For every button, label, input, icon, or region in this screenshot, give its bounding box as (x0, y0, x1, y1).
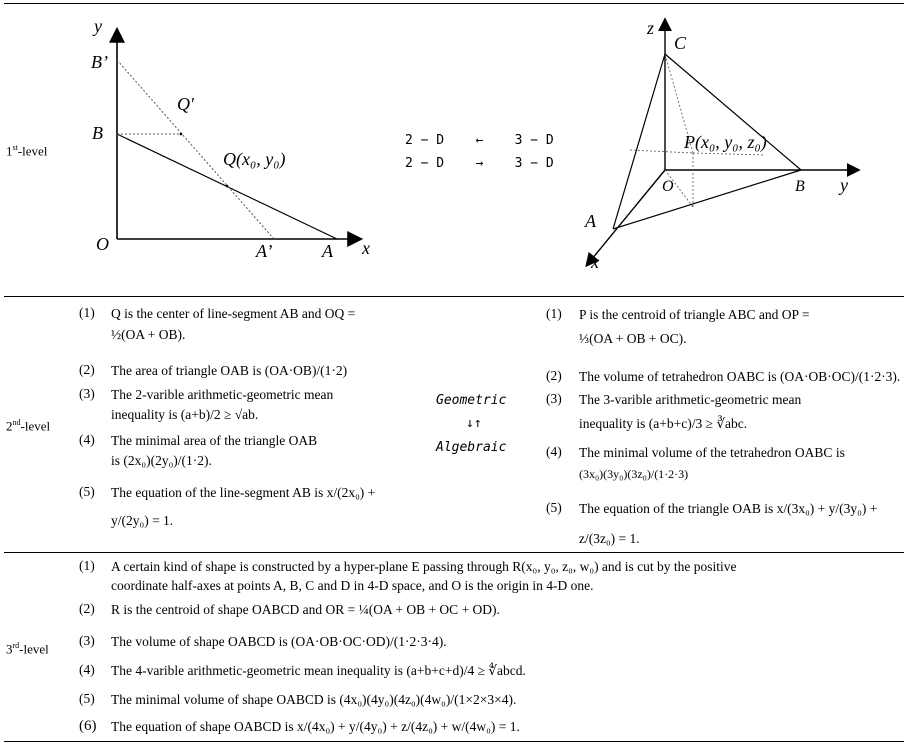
level-1-label: 1st-level (6, 143, 48, 159)
right-item-5-line2: z/(3z₀) = 1. (579, 531, 640, 546)
label-Q: Q(x₀, y₀) (223, 149, 286, 169)
left-item-3-line1: The 2-varible arithmetic-geometric mean (111, 387, 334, 402)
right-item-1-line2: ⅓(OA + OB + OC). (579, 331, 687, 346)
dimension-map-row1: 2 − D ← 3 − D (405, 133, 554, 148)
left-item-4-line1: The minimal area of the triangle OAB (111, 433, 318, 448)
third-item-1-number: (1) (79, 558, 95, 573)
edge-CB (665, 54, 801, 170)
third-item-6-line1: The equation of shape OABCD is x/(4x₀) + y/(4y₀) + z/(4z₀) + w/(4w₀) = 1. (111, 719, 520, 734)
z-axis-label: z (647, 18, 655, 38)
right-item-3-line2: inequality is (a+b+c)/3 ≥ ∛abc. (579, 416, 748, 431)
third-item-4-number: (4) (79, 662, 95, 677)
third-item-1-line1: A certain kind of shape is constructed by a hyper-plane E passing through R(x₀, y₀, z₀, w₀) and is cut by the positive (111, 559, 737, 574)
left-item-2-number: (2) (79, 362, 95, 377)
rule-level1-level2 (4, 296, 904, 297)
figure-2d (60, 10, 390, 290)
left-item-1-number: (1) (79, 305, 95, 320)
level-2-label: 2nd-level (6, 418, 51, 434)
left-item-4-number: (4) (79, 432, 95, 447)
left-item-3-number: (3) (79, 386, 95, 401)
left-item-3-line2: inequality is (a+b)/2 ≥ √ab. (111, 407, 259, 422)
right-item-4-number: (4) (546, 444, 562, 459)
third-item-2-line1: R is the centroid of shape OABCD and OR = ¼(OA + OB + OC + OD). (111, 602, 500, 617)
label-C: C (674, 33, 687, 53)
dotted-plane-y (693, 153, 765, 155)
label-P: P(x₀, y₀, z₀) (684, 132, 767, 152)
third-item-5-number: (5) (79, 691, 95, 706)
right-item-4-line1: The minimal volume of the tetrahedron OABC is (579, 445, 845, 460)
label-B-3d: B (795, 178, 805, 195)
third-item-3-number: (3) (79, 633, 95, 648)
label-Q-prime: Q′ (177, 94, 194, 114)
label-A: A (322, 241, 333, 261)
right-item-1-number: (1) (546, 306, 562, 321)
x-axis-label: x (362, 238, 370, 258)
dimension-map-row2: 2 − D → 3 − D (405, 156, 554, 171)
left-item-5-number: (5) (79, 484, 95, 499)
left-item-4-line2: is (2x₀)(2y₀)/(1·2). (111, 453, 212, 468)
y-axis-3d-label: y (840, 175, 848, 195)
point-Q-prime (180, 133, 183, 136)
top-rule (4, 3, 904, 4)
left-item-1-line2: ½(OA + OB). (111, 327, 186, 342)
geometric-label: Geometric (436, 393, 507, 408)
point-Q (226, 185, 229, 188)
right-item-1-line1: P is the centroid of triangle ABC and OP = (579, 307, 810, 322)
third-item-3-line1: The volume of shape OABCD is (OA·OB·OC·OD)/(1·2·3·4). (111, 634, 447, 649)
left-item-2-line1: The area of triangle OAB is (OA·OB)/(1·2) (111, 363, 348, 378)
right-item-4-line2: (3x₀)(3y₀)(3z₀)/(1·2·3) (579, 467, 689, 481)
third-item-4-line1: The 4-varible arithmetic-geometric mean inequality is (a+b+c+d)/4 ≥ ∜abcd. (111, 663, 526, 678)
right-item-5-number: (5) (546, 500, 562, 515)
right-item-5-line1: The equation of the triangle OAB is x/(3x₀) + y/(3y₀) + (579, 501, 878, 516)
right-item-2-line1: The volume of tetrahedron OABC is (OA·OB·OC)/(1·2·3). (579, 369, 901, 384)
label-B-prime: B’ (91, 52, 108, 72)
figure-3d (575, 10, 885, 290)
label-A-3d: A (585, 211, 596, 231)
level-3-label: 3rd-level (6, 641, 49, 657)
third-item-2-number: (2) (79, 601, 95, 616)
rule-level2-level3 (4, 552, 904, 553)
geo-alg-arrows: ↓↑ (466, 416, 482, 431)
y-axis-label: y (94, 16, 102, 36)
algebraic-label: Algebraic (436, 440, 507, 455)
right-item-3-line1: The 3-varible arithmetic-geometric mean (579, 392, 802, 407)
label-O: O (96, 234, 109, 254)
right-item-3-number: (3) (546, 391, 562, 406)
label-B: B (92, 123, 103, 143)
right-item-2-number: (2) (546, 368, 562, 383)
x-axis-3d-label: x (591, 252, 599, 272)
left-item-5-line1: The equation of the line-segment AB is x/(2x₀) + (111, 485, 376, 500)
left-item-1-line1: Q is the center of line-segment AB and OQ = (111, 306, 356, 321)
left-item-5-line2: y/(2y₀) = 1. (111, 513, 174, 528)
third-item-6-number: (6) (79, 718, 97, 734)
third-item-1-line2: coordinate half-axes at points A, B, C and D in 4-D space, and O is the origin in 4-D one. (111, 578, 594, 593)
label-O-3d: O (662, 178, 674, 195)
label-A-prime: A’ (256, 241, 273, 261)
bottom-rule (4, 741, 904, 742)
third-item-5-line1: The minimal volume of shape OABCD is (4x₀)(4y₀)(4z₀)(4w₀)/(1×2×3×4). (111, 692, 517, 707)
